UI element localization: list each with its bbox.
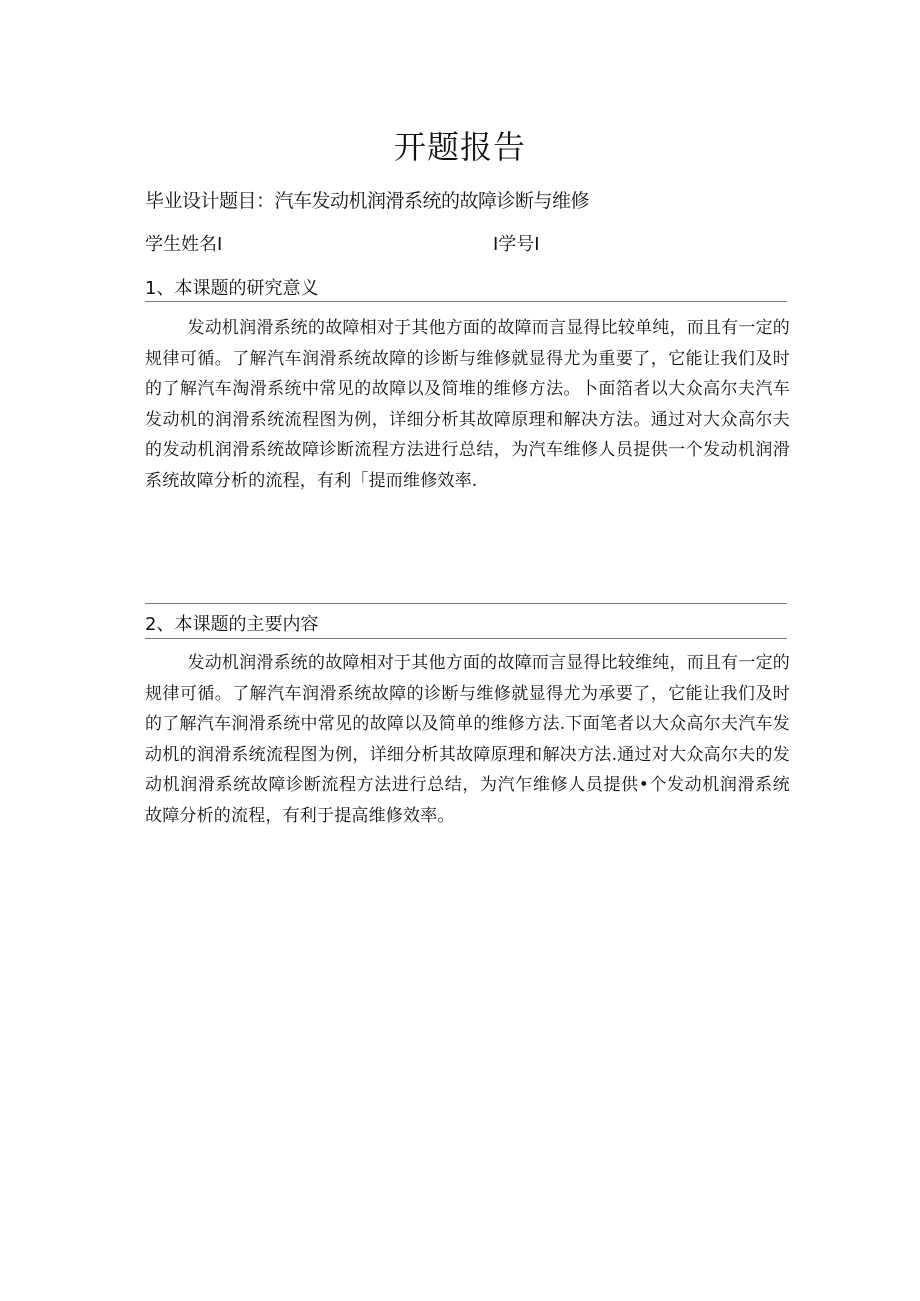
section-2-body: 发动机润滑系统的故障相对于其他方面的故障而言显得比较维纯，而且有一定的规律可循。了解汽车润滑系统故障的诊断与维修就显得尤为承要了，它能让我们及时的了解汽车涧滑系统中常见的故障以及简单的维修方法.下面笔者以大众高尔夫汽车发动机的润滑系统流程图为例，详细分析其故障原理和解决方法.通过对大众高尔夫的发动机润滑系统故障诊断流程方法进行总结，为汽乍维修人员提供•个发动机润滑系统故障分析的流程，有利于提高维修效率。 [145,653,790,826]
section-1-body: 发动机润滑系统的故障相对于其他方面的故障而言显得比较单纯，而且有一定的规律可循。了解汽车润滑系统故障的诊断与维修就显得尤为重要了，它能让我们及时的了解汽车淘滑系统中常见的故障以及简堆的维修方法。卜面箔者以大众高尔夫汽车发动机的润滑系统流程图为例，详细分析其故障原理和解决方法。通过对大众高尔夫的发动机润滑系统故障诊断流程方法进行总结，为汽车维修人员提供一个发动机润滑系统故障分析的流程，有利「提而维修效率. [145,318,790,491]
section-2-divider [145,638,787,639]
thesis-topic: 毕业设计题目：汽车发动机润滑系统的故障诊断与维修 [145,190,590,212]
student-name-label: 学生姓名I [145,234,223,255]
page-title: 开题报告 [393,128,526,166]
section-1-heading: 1、本课题的研究意义 [145,278,319,299]
student-id-label: I学号I [493,234,540,255]
student-info-row [145,230,785,256]
section-1-divider [145,301,787,302]
section-2-top-divider [145,603,787,604]
section-2-heading: 2、本课题的主要内容 [145,614,319,635]
